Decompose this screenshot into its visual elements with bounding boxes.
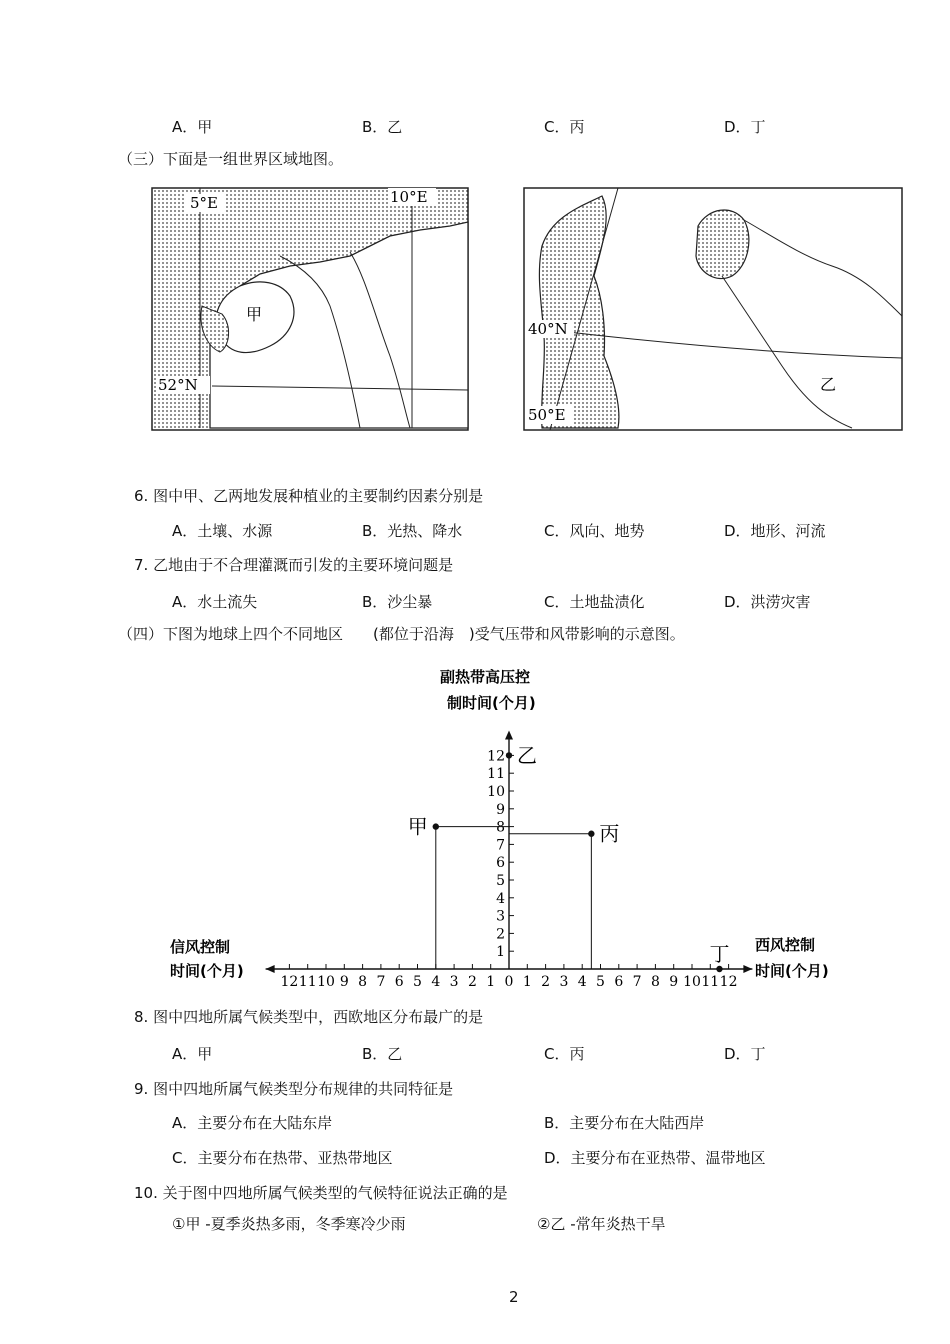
lon-label-50e: 50°E [528,406,566,424]
x-right-label-line2: 时间(个月) [755,962,829,980]
q5-option-d[interactable]: D．丁 [724,118,766,136]
y-tick-label: 1 [496,944,505,961]
x-left-tick-label: 12 [280,974,299,990]
x-left-label-line2: 时间(个月) [170,962,244,980]
q7-option-b[interactable]: B．沙尘暴 [362,593,433,611]
x-right-tick-label: 10 [683,974,701,990]
point-label: 丙 [599,821,620,846]
q7-option-c[interactable]: C．土地盐渍化 [544,593,645,611]
q9-option-d[interactable]: D．主要分布在亚热带、温带地区 [544,1149,766,1167]
point-label: 甲 [407,814,428,839]
x-right-tick-label: 5 [596,974,605,990]
y-tick-label: 7 [496,837,505,854]
q5-option-c[interactable]: C．丙 [544,118,585,136]
q8-option-d[interactable]: D．丁 [724,1045,766,1063]
section4-intro: （四）下图为地球上四个不同地区 (都位于沿海 )受气压带和风带影响的示意图。 [118,625,685,643]
y-axis-label-line1: 副热带高压控 [440,668,531,686]
x-right-tick-label: 8 [650,974,660,990]
y-tick-label: 9 [496,801,505,818]
q7-stem: 7. 乙地由于不合理灌溉而引发的主要环境问题是 [134,556,454,574]
lon-label-10e: 10°E [390,188,428,206]
y-tick-label: 8 [496,819,505,836]
q9-option-a[interactable]: A．主要分布在大陆东岸 [172,1114,333,1132]
q6-stem: 6. 图中甲、乙两地发展种植业的主要制约因素分别是 [134,487,484,505]
data-point [506,752,512,758]
x-right-tick-label: 9 [669,974,679,990]
q6-option-b[interactable]: B．光热、降水 [362,522,463,540]
q10-item-2: ②乙 -常年炎热干旱 [537,1215,666,1233]
x-left-tick-label: 8 [358,974,368,990]
x-left-label-line1: 信风控制 [170,938,231,956]
x-axis-right-arrow [743,965,752,973]
q6-option-d[interactable]: D．地形、河流 [724,522,826,540]
y-tick-label: 3 [496,908,505,925]
x-left-tick-label: 11 [298,974,317,990]
y-tick-label: 10 [487,784,505,800]
y-axis-label-line2: 制时间(个月) [447,694,536,712]
x-axis-left-arrow [266,965,275,973]
x-left-tick-label: 3 [449,974,459,990]
lat-label-40n: 40°N [528,320,568,338]
x-right-tick-label: 11 [701,974,720,990]
map-europe [150,186,470,432]
x-left-tick-label: 0 [504,974,514,990]
y-axis-arrow [505,730,513,739]
q8-option-a[interactable]: A．甲 [172,1045,213,1063]
y-tick-label: 6 [496,855,505,872]
data-point [716,966,722,972]
x-right-tick-label: 4 [577,974,587,990]
x-right-tick-label: 12 [719,974,738,990]
point-label: 乙 [517,743,537,768]
data-point [433,823,439,829]
region-yi: 乙 [820,375,837,394]
x-right-tick-label: 1 [522,974,532,990]
q9-stem: 9. 图中四地所属气候类型分布规律的共同特征是 [134,1080,454,1098]
q7-option-a[interactable]: A．水土流失 [172,593,258,611]
x-left-tick-label: 2 [467,974,477,990]
q9-option-b[interactable]: B．主要分布在大陆西岸 [544,1114,705,1132]
q10-item-1: ①甲 -夏季炎热多雨，冬季寒冷少雨 [172,1215,406,1233]
q6-option-c[interactable]: C．风向、地势 [544,522,645,540]
section3-intro: （三）下面是一组世界区域地图。 [118,150,344,168]
lat-label-52n: 52°N [158,376,198,394]
pressure-wind-chart [160,660,850,995]
lon-label-5e: 5°E [190,194,218,212]
x-left-tick-label: 5 [413,974,422,990]
y-tick-label: 5 [496,873,505,889]
x-right-tick-label: 3 [559,974,569,990]
x-right-label-line1: 西风控制 [755,936,816,954]
q10-stem: 10. 关于图中四地所属气候类型的气候特征说法正确的是 [134,1184,508,1202]
point-label: 丁 [709,942,730,966]
q9-option-c[interactable]: C．主要分布在热带、亚热带地区 [172,1149,393,1167]
page-number: 2 [509,1288,519,1306]
region-jia: 甲 [246,305,263,324]
x-left-tick-label: 4 [431,974,441,990]
y-tick-label: 4 [496,890,505,907]
y-tick-label: 2 [496,926,505,943]
q8-option-b[interactable]: B．乙 [362,1045,403,1063]
x-left-tick-label: 9 [339,974,349,990]
data-point [588,831,594,837]
q5-option-b[interactable]: B．乙 [362,118,403,136]
x-left-tick-label: 7 [376,974,386,990]
y-tick-label: 12 [487,748,505,765]
q8-stem: 8. 图中四地所属气候类型中，西欧地区分布最广的是 [134,1008,484,1026]
x-right-tick-label: 6 [614,974,624,990]
q7-option-d[interactable]: D．洪涝灾害 [724,593,811,611]
aral-sea [696,210,749,279]
q5-option-a[interactable]: A．甲 [172,118,213,136]
q8-option-c[interactable]: C．丙 [544,1045,585,1063]
x-right-tick-label: 7 [632,974,642,990]
x-left-tick-label: 6 [394,974,404,990]
map-central-asia [522,186,906,432]
y-tick-label: 11 [487,766,505,783]
x-left-tick-label: 10 [317,974,335,990]
x-right-tick-label: 2 [541,974,551,990]
q6-option-a[interactable]: A．土壤、水源 [172,522,273,540]
x-left-tick-label: 1 [486,974,496,990]
